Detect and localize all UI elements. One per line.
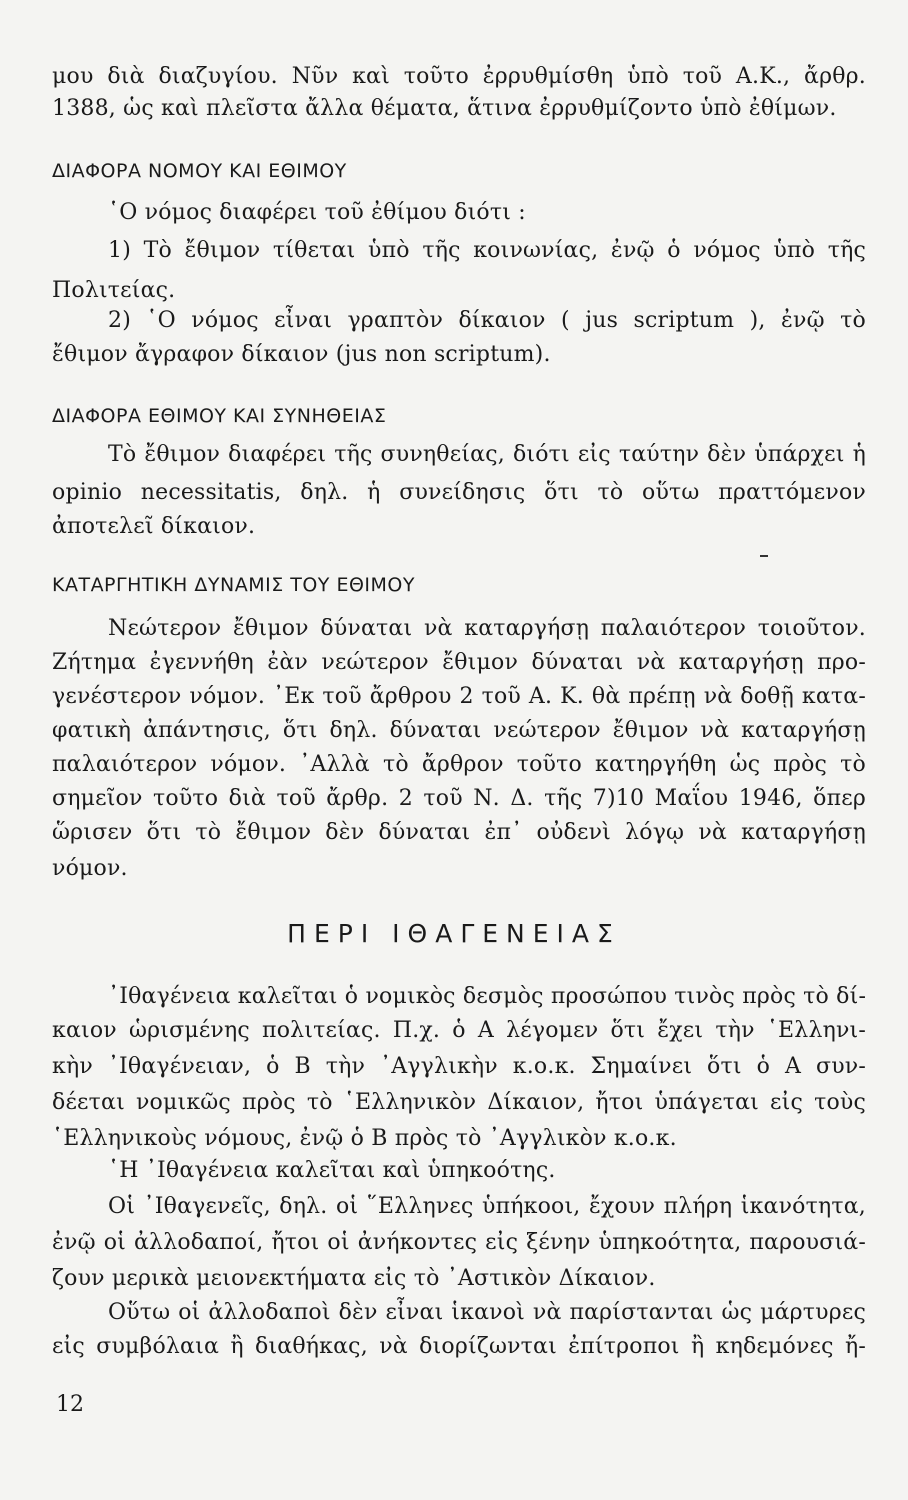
text-line: σημεῖον τοῦτο διὰ τοῦ ἄρθρ. 2 τοῦ Ν. Δ. τῆς 7)10 Μαΐου 1946, ὅπερ xyxy=(52,786,866,811)
section-heading: ΔΙΑΦΟΡΑ ΝΟΜΟΥ ΚΑΙ ΕΘΙΜΟΥ xyxy=(52,160,347,182)
text-line: 2) ῾Ο νόμος εἶναι γραπτὸν δίκαιον ( jus scriptum ), ἐνῷ τὸ xyxy=(108,308,866,333)
text-line: ῾Η ᾿Ιθαγένεια καλεῖται καὶ ὑπηκοότης. xyxy=(108,1158,556,1183)
text-line: ῾Ο νόμος διαφέρει τοῦ ἐθίμου διότι : xyxy=(108,200,526,225)
text-line: Ζήτημα ἐγεννήθη ἐὰν νεώτερον ἔθιμον δύναται νὰ καταργήσῃ προ- xyxy=(52,650,866,675)
text-line: παλαιότερον νόμον. ᾿Αλλὰ τὸ ἄρθρον τοῦτο κατηργήθη ὡς πρὸς τὸ xyxy=(52,752,866,777)
text-line: καιον ὡρισμένης πολιτείας. Π.χ. ὁ Α λέγομεν ὅτι ἔχει τὴν ῾Ελληνι- xyxy=(52,1018,866,1043)
text-line: ἐνῷ οἱ ἀλλοδαποί, ἤτοι οἱ ἀνήκοντες εἰς ξένην ὑπηκοότητα, παρουσιά- xyxy=(52,1230,866,1255)
text-line: φατικὴ ἀπάντησις, ὅτι δηλ. δύναται νεώτερον ἔθιμον νὰ καταργήσῃ xyxy=(52,718,866,743)
text-line: γενέστερον νόμον. ᾿Εκ τοῦ ἄρθρου 2 τοῦ Α. Κ. θὰ πρέπῃ νὰ δοθῇ κατα- xyxy=(52,684,866,709)
text-line: ὥρισεν ὅτι τὸ ἔθιμον δὲν δύναται ἐπ᾿ οὐδενὶ λόγῳ νὰ καταργήσῃ xyxy=(52,820,866,845)
page-number: 12 xyxy=(56,1392,84,1417)
text-line: 1388, ὡς καὶ πλεῖστα ἄλλα θέματα, ἅτινα ἐρρυθμίζοντο ὑπὸ ἐθίμων. xyxy=(52,96,837,121)
text-line: Οὕτω οἱ ἀλλοδαποὶ δὲν εἶναι ἱκανοὶ νὰ παρίστανται ὡς μάρτυρες xyxy=(108,1300,866,1325)
text-line: Οἱ ᾿Ιθαγενεῖς, δηλ. οἱ ῞Ελληνες ὑπήκοοι, ἔχουν πλήρη ἱκανότητα, xyxy=(108,1194,866,1219)
text-line: Τὸ ἔθιμον διαφέρει τῆς συνηθείας, διότι εἰς ταύτην δὲν ὑπάρχει ἡ xyxy=(108,442,866,467)
text-line: Πολιτείας. xyxy=(52,278,176,303)
stray-mark xyxy=(760,555,768,557)
text-line: μου διὰ διαζυγίου. Νῦν καὶ τοῦτο ἐρρυθμίσθη ὑπὸ τοῦ Α.Κ., ἄρθρ. xyxy=(52,64,866,89)
section-heading: ΔΙΑΦΟΡΑ ΕΘΙΜΟΥ ΚΑΙ ΣΥΝΗΘΕΙΑΣ xyxy=(52,405,387,427)
text-line: ᾿Ιθαγένεια καλεῖται ὁ νομικὸς δεσμὸς προσώπου τινὸς πρὸς τὸ δί- xyxy=(108,984,867,1009)
text-line: ἔθιμον ἄγραφον δίκαιον (jus non scriptum). xyxy=(52,342,551,367)
text-line: δέεται νομικῶς πρὸς τὸ ῾Ελληνικὸν Δίκαιον, ἤτοι ὑπάγεται εἰς τοὺς xyxy=(52,1090,866,1115)
text-line: εἰς συμβόλαια ἢ διαθήκας, νὰ διορίζωνται ἐπίτροποι ἢ κηδεμόνες ἤ- xyxy=(52,1334,866,1359)
text-line: κὴν ᾿Ιθαγένειαν, ὁ Β τὴν ᾿Αγγλικὴν κ.ο.κ. Σημαίνει ὅτι ὁ Α συν- xyxy=(52,1054,866,1079)
text-line: ζουν μερικὰ μειονεκτήματα εἰς τὸ ᾿Αστικὸν Δίκαιον. xyxy=(52,1266,656,1291)
text-line: 1) Τὸ ἔθιμον τίθεται ὑπὸ τῆς κοινωνίας, ἐνῷ ὁ νόμος ὑπὸ τῆς xyxy=(108,238,866,263)
text-line: Νεώτερον ἔθιμον δύναται νὰ καταργήσῃ παλαιότερον τοιοῦτον. xyxy=(108,616,866,641)
text-line: νόμον. xyxy=(52,856,128,881)
text-line: ἀποτελεῖ δίκαιον. xyxy=(52,514,256,539)
text-line: ῾Ελληνικοὺς νόμους, ἐνῷ ὁ Β πρὸς τὸ ᾿Αγγλικὸν κ.ο.κ. xyxy=(52,1126,677,1151)
section-heading: ΚΑΤΑΡΓΗΤΙΚΗ ΔΥΝΑΜΙΣ ΤΟΥ ΕΘΙΜΟΥ xyxy=(52,574,415,596)
chapter-title: ΠΕΡΙ ΙΘΑΓΕΝΕΙΑΣ xyxy=(287,919,621,948)
text-line: opinio necessitatis, δηλ. ἡ συνείδησις ὅτι τὸ οὕτω πραττόμενον xyxy=(52,480,866,505)
